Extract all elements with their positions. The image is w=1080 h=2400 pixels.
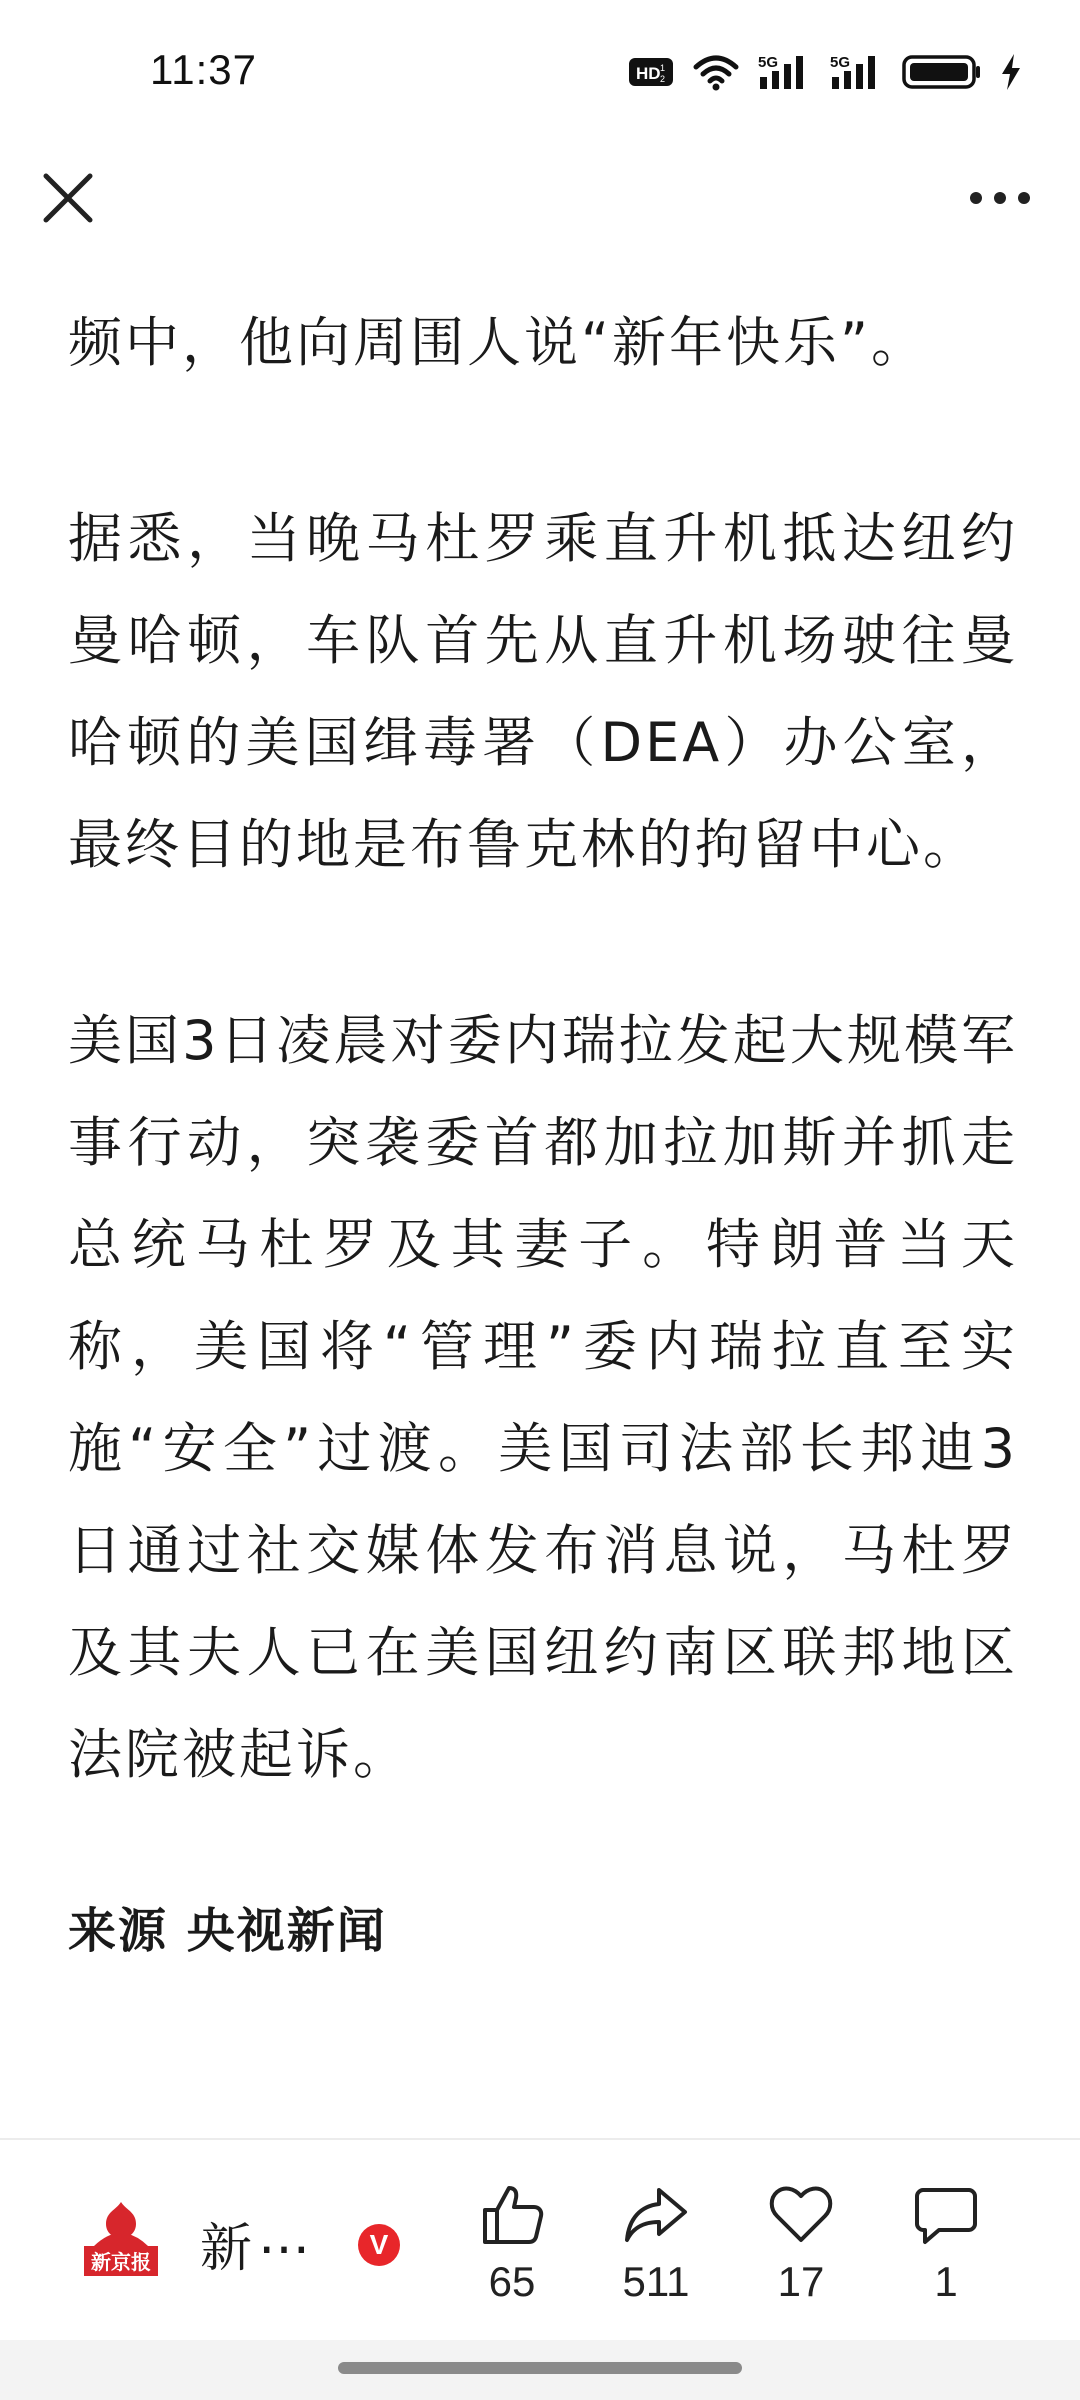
comment-button[interactable]: [886, 2182, 1006, 2322]
article-source: 来源 央视新闻: [68, 1903, 387, 1959]
bottom-action-bar: [0, 2138, 1080, 2340]
status-time: 11:37: [150, 46, 257, 93]
network-label-1: 5G: [758, 54, 779, 71]
wifi-icon: [692, 53, 740, 91]
signal-5g-icon-2: [830, 53, 884, 91]
battery-icon: [902, 53, 982, 91]
thumbs-up-icon: [452, 2182, 572, 2248]
like-button[interactable]: [452, 2182, 572, 2322]
like-count: 65: [488, 2258, 536, 2305]
gesture-navigation-area: [0, 2340, 1080, 2400]
charging-icon: [1000, 53, 1022, 91]
verified-badge: V: [358, 2224, 400, 2266]
svg-text:1: 1: [660, 63, 666, 73]
share-button[interactable]: [596, 2182, 716, 2322]
article-body: [68, 248, 1018, 1961]
publisher-name[interactable]: 新: [200, 2219, 253, 2279]
svg-text:2: 2: [660, 74, 666, 84]
favorite-button[interactable]: [741, 2182, 861, 2322]
heart-icon: [741, 2182, 861, 2248]
share-count: 511: [622, 2258, 690, 2305]
share-icon: [596, 2182, 716, 2248]
article-paragraph-2: 据悉，当晚马杜罗乘直升机抵达纽约曼哈顿，车队首先从直升机场驶往曼哈顿的美国缉毒署（DEA）办公室，最终目的地是布鲁克林的拘留中心。: [68, 507, 1018, 876]
article-paragraph-3: 美国3日凌晨对委内瑞拉发起大规模军事行动，突袭委首都加拉加斯并抓走总统马杜罗及其妻子。特朗普当天称，美国将“管理”委内瑞拉直至实施“安全”过渡。美国司法部长邦迪3日通过社交媒体发布消息说，马杜罗及其夫人已在美国纽约南区联邦地区法院被起诉。: [68, 1009, 1018, 1786]
comment-icon: [886, 2182, 1006, 2248]
signal-5g-icon-1: [758, 53, 812, 91]
hd-label: HD: [636, 64, 661, 83]
top-nav-bar: [0, 140, 1080, 278]
status-bar: [0, 0, 1080, 140]
comment-count: 1: [934, 2258, 958, 2305]
publisher-logo-text: 新京报: [91, 2250, 151, 2274]
favorite-count: 17: [777, 2258, 825, 2305]
publisher-name-ellipsis: …: [258, 2206, 310, 2266]
more-icon[interactable]: [964, 166, 1036, 230]
article-paragraph-1: 频中，他向周围人说“新年快乐”。: [68, 311, 928, 374]
status-icons: [628, 50, 1022, 94]
network-label-2: 5G: [830, 54, 851, 71]
publisher-logo[interactable]: [76, 2198, 166, 2280]
home-gesture-bar[interactable]: [338, 2362, 742, 2374]
hd-voice-icon: [628, 56, 674, 88]
close-icon[interactable]: [36, 166, 100, 230]
